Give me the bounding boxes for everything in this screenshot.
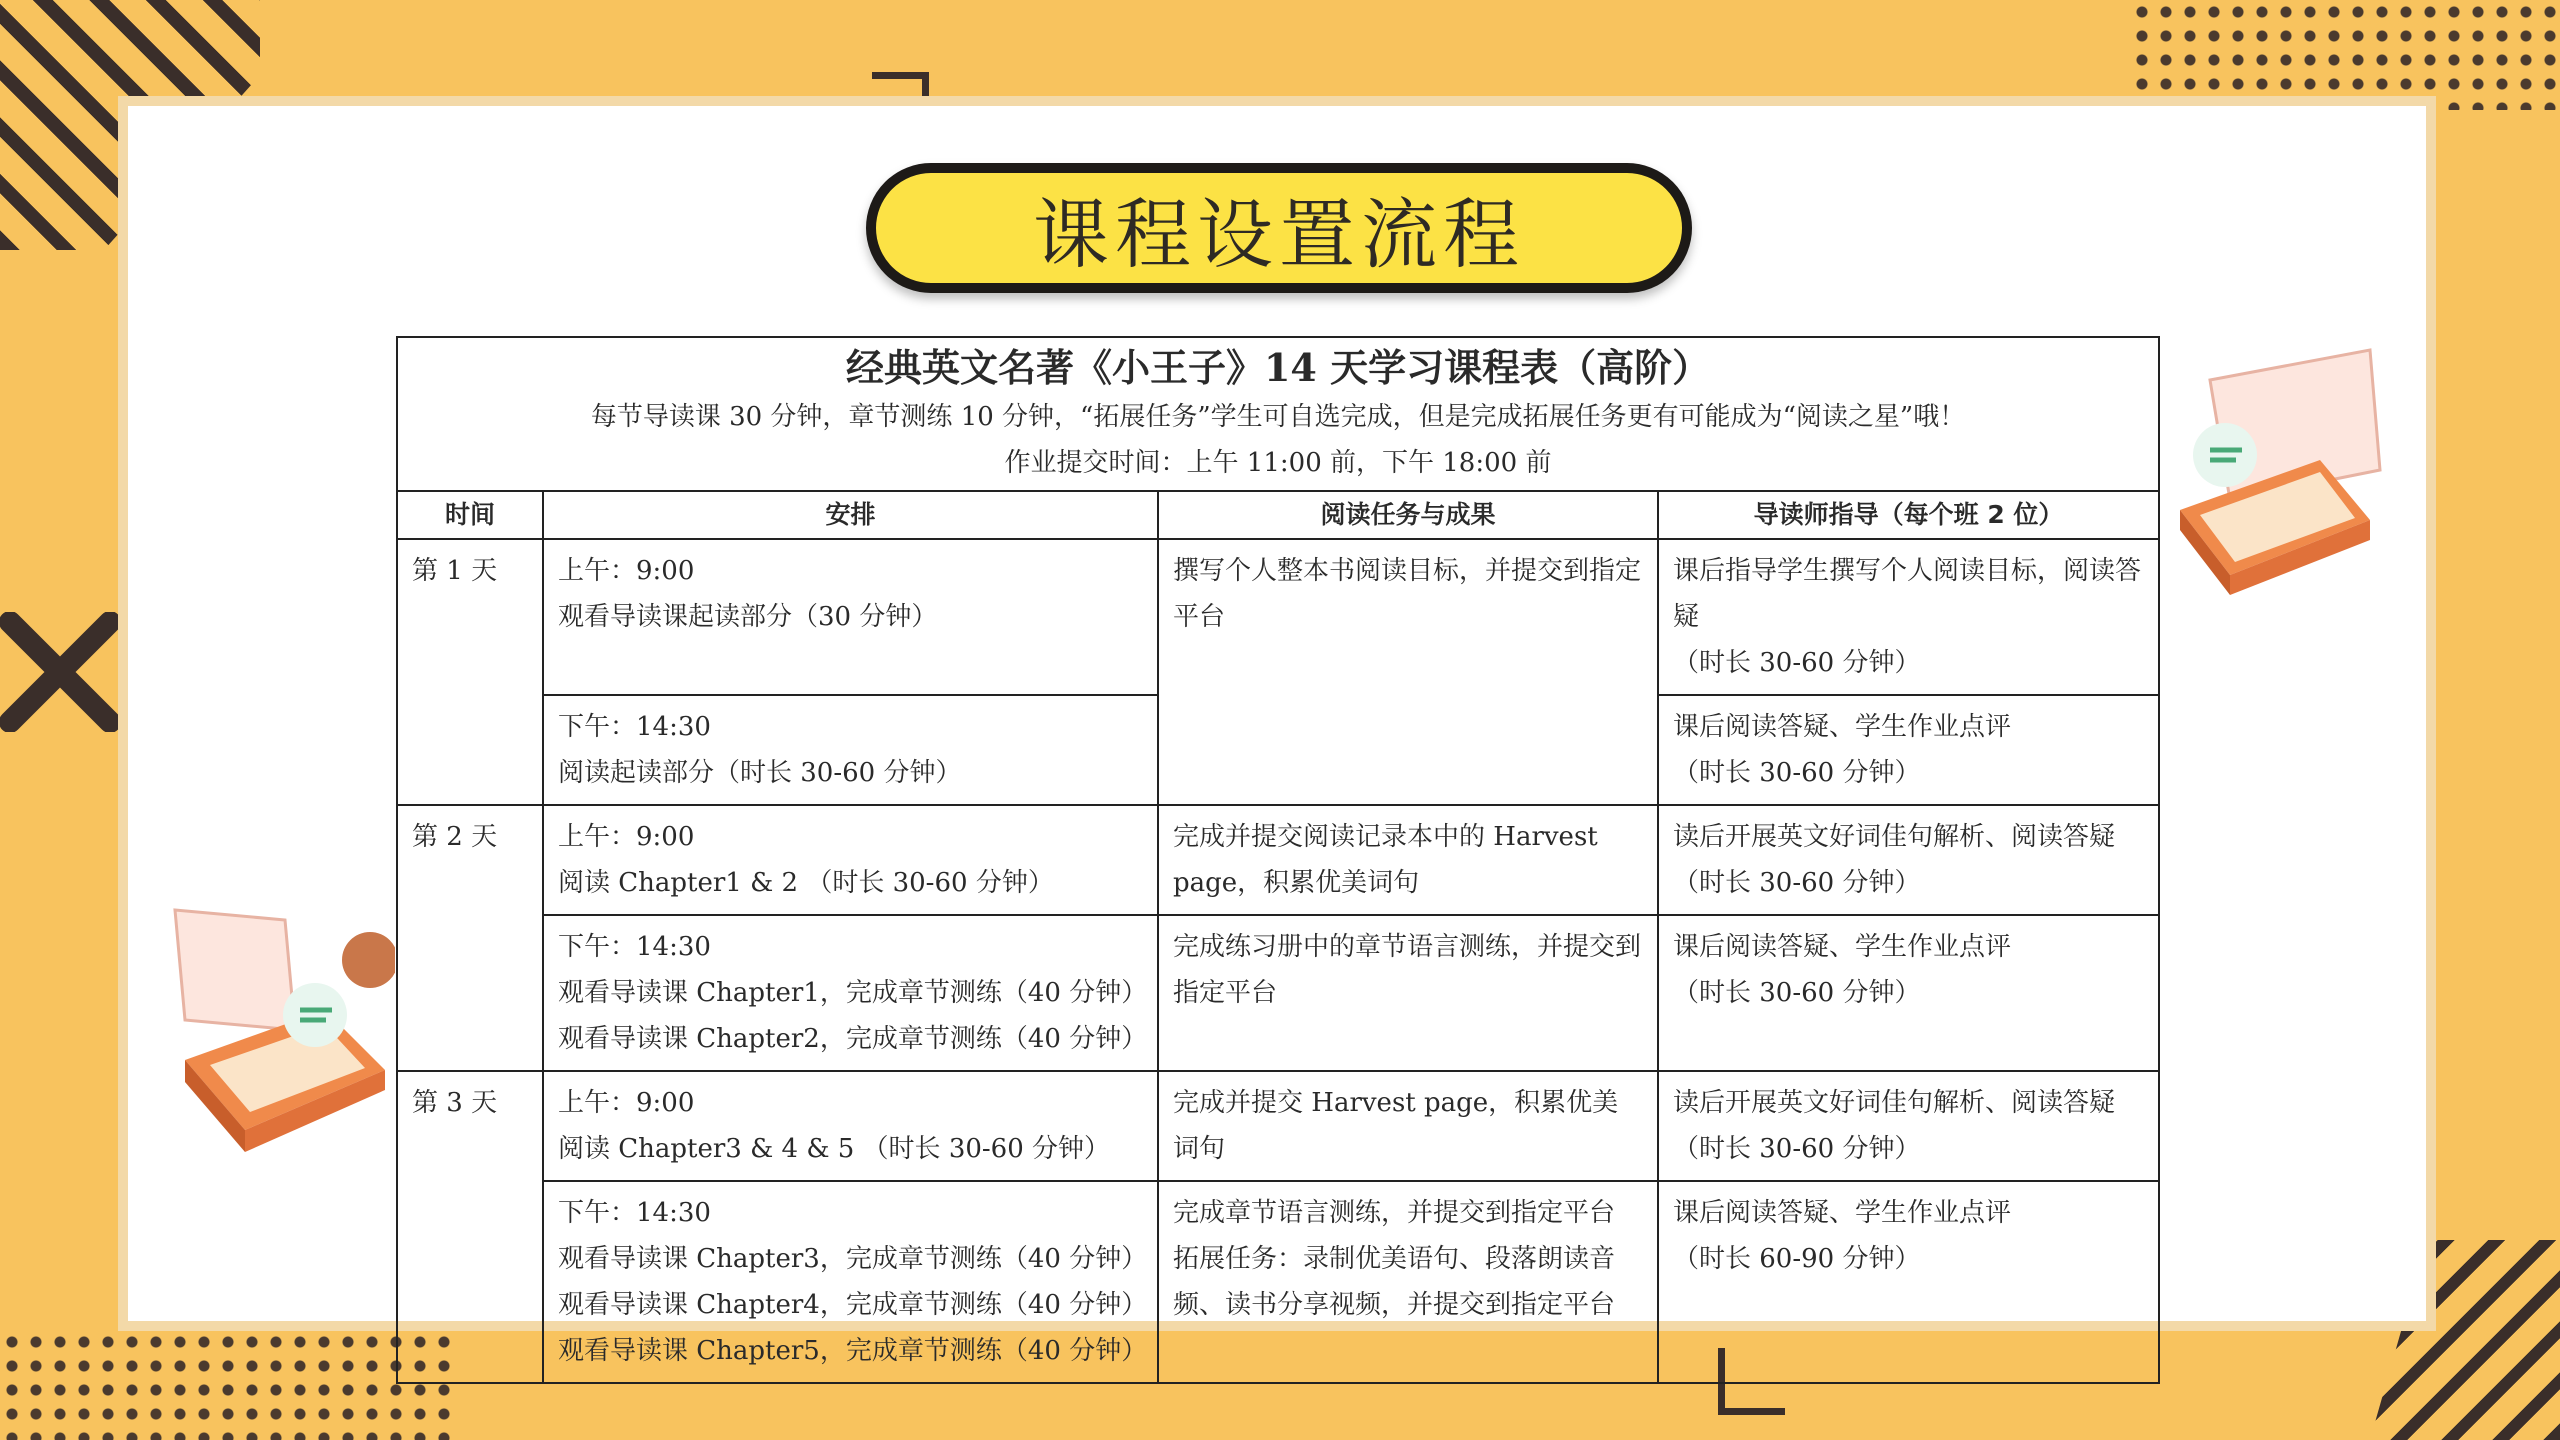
schedule-line: 下午：14:30 — [558, 932, 711, 962]
task-text: 撰写个人整本书阅读目标，并提交到指定平台 — [1173, 556, 1642, 632]
schedule-line: 观看导读课起读部分（30 分钟） — [558, 602, 938, 632]
guide-line: （时长 30-60 分钟） — [1673, 868, 1921, 898]
books-illustration-right — [2170, 340, 2390, 600]
guide-line: 课后阅读答疑、学生作业点评 — [1673, 712, 2012, 742]
guide-cell — [1658, 1181, 2159, 1383]
guide-cell — [1658, 915, 2159, 1071]
schedule-cell — [543, 539, 1158, 695]
table-row — [397, 539, 2159, 695]
schedule-cell — [543, 805, 1158, 915]
schedule-line: 阅读 Chapter1 & 2 （时长 30-60 分钟） — [558, 868, 1054, 898]
schedule-cell — [543, 1181, 1158, 1383]
guide-cell — [1658, 805, 2159, 915]
schedule-line: 观看导读课 Chapter1，完成章节测练（40 分钟） — [558, 978, 1148, 1008]
schedule-cell — [543, 1071, 1158, 1181]
slide-title: 课程设置流程 — [1033, 189, 1525, 279]
dot-pattern-bottom-left — [0, 1330, 450, 1440]
task-text: 完成并提交阅读记录本中的 Harvest page，积累优美词句 — [1173, 822, 1598, 898]
schedule-table — [396, 336, 2160, 1384]
guide-line: （时长 30-60 分钟） — [1673, 978, 1921, 1008]
table-row — [397, 805, 2159, 915]
guide-line: （时长 30-60 分钟） — [1673, 648, 1921, 678]
task-cell — [1158, 539, 1658, 805]
task-text: 完成并提交 Harvest page，积累优美词句 — [1173, 1088, 1619, 1164]
column-header-schedule: 安排 — [543, 491, 1158, 539]
table-row — [397, 915, 2159, 1071]
dot-pattern-top-right — [2130, 0, 2560, 110]
guide-cell — [1658, 539, 2159, 695]
task-cell — [1158, 1071, 1658, 1181]
schedule-line: 下午：14:30 — [558, 712, 711, 742]
guide-line: （时长 60-90 分钟） — [1673, 1244, 1921, 1274]
schedule-line: 观看导读课 Chapter5，完成章节测练（40 分钟） — [558, 1336, 1148, 1366]
guide-line: （时长 30-60 分钟） — [1673, 1134, 1921, 1164]
schedule-line: 下午：14:30 — [558, 1198, 711, 1228]
schedule-line: 上午：9:00 — [558, 1088, 695, 1118]
table-row — [397, 1071, 2159, 1181]
schedule-cell — [543, 915, 1158, 1071]
task-text: 完成章节语言测练，并提交到指定平台 — [1173, 1198, 1616, 1228]
books-illustration-left — [165, 900, 395, 1160]
column-header-tasks: 阅读任务与成果 — [1158, 491, 1658, 539]
task-cell — [1158, 805, 1658, 915]
schedule-line: 观看导读课 Chapter2，完成章节测练（40 分钟） — [558, 1024, 1148, 1054]
column-header-guidance: 导读师指导（每个班 2 位） — [1658, 491, 2159, 539]
table-note: 每节导读课 30 分钟，章节测练 10 分钟，“拓展任务”学生可自选完成，但是完成拓展任务更有可能成为“阅读之星”哦！ — [590, 402, 1966, 432]
task-cell — [1158, 915, 1658, 1071]
day-label: 第 2 天 — [397, 805, 543, 1071]
schedule-line: 观看导读课 Chapter3，完成章节测练（40 分钟） — [558, 1244, 1148, 1274]
schedule-line: 上午：9:00 — [558, 822, 695, 852]
guide-line: 读后开展英文好词佳句解析、阅读答疑 — [1673, 1088, 2116, 1118]
table-deadline: 作业提交时间：上午 11:00 前，下午 18:00 前 — [1004, 448, 1552, 478]
guide-line: 读后开展英文好词佳句解析、阅读答疑 — [1673, 822, 2116, 852]
guide-line: 课后阅读答疑、学生作业点评 — [1673, 1198, 2012, 1228]
guide-line: （时长 30-60 分钟） — [1673, 758, 1921, 788]
schedule-line: 观看导读课 Chapter4，完成章节测练（40 分钟） — [558, 1290, 1148, 1320]
task-text: 完成练习册中的章节语言测练，并提交到指定平台 — [1173, 932, 1642, 1008]
table-header-block — [397, 337, 2159, 491]
schedule-line: 阅读 Chapter3 & 4 & 5 （时长 30-60 分钟） — [558, 1134, 1111, 1164]
slide-title-pill — [866, 163, 1692, 293]
schedule-cell — [543, 695, 1158, 805]
guide-line: 课后阅读答疑、学生作业点评 — [1673, 932, 2012, 962]
guide-line: 课后指导学生撰写个人阅读目标，阅读答疑 — [1673, 556, 2142, 632]
column-header-time: 时间 — [397, 491, 543, 539]
guide-cell — [1658, 695, 2159, 805]
guide-cell — [1658, 1071, 2159, 1181]
day-label: 第 1 天 — [397, 539, 543, 805]
schedule-line: 上午：9:00 — [558, 556, 695, 586]
table-title: 经典英文名著《小王子》14 天学习课程表（高阶） — [845, 345, 1711, 390]
task-text: 拓展任务：录制优美语句、段落朗读音频、读书分享视频，并提交到指定平台 — [1173, 1244, 1616, 1320]
table-row — [397, 1181, 2159, 1383]
day-label: 第 3 天 — [397, 1071, 543, 1383]
schedule-line: 阅读起读部分（时长 30-60 分钟） — [558, 758, 962, 788]
task-cell — [1158, 1181, 1658, 1383]
cross-icon — [0, 612, 120, 732]
